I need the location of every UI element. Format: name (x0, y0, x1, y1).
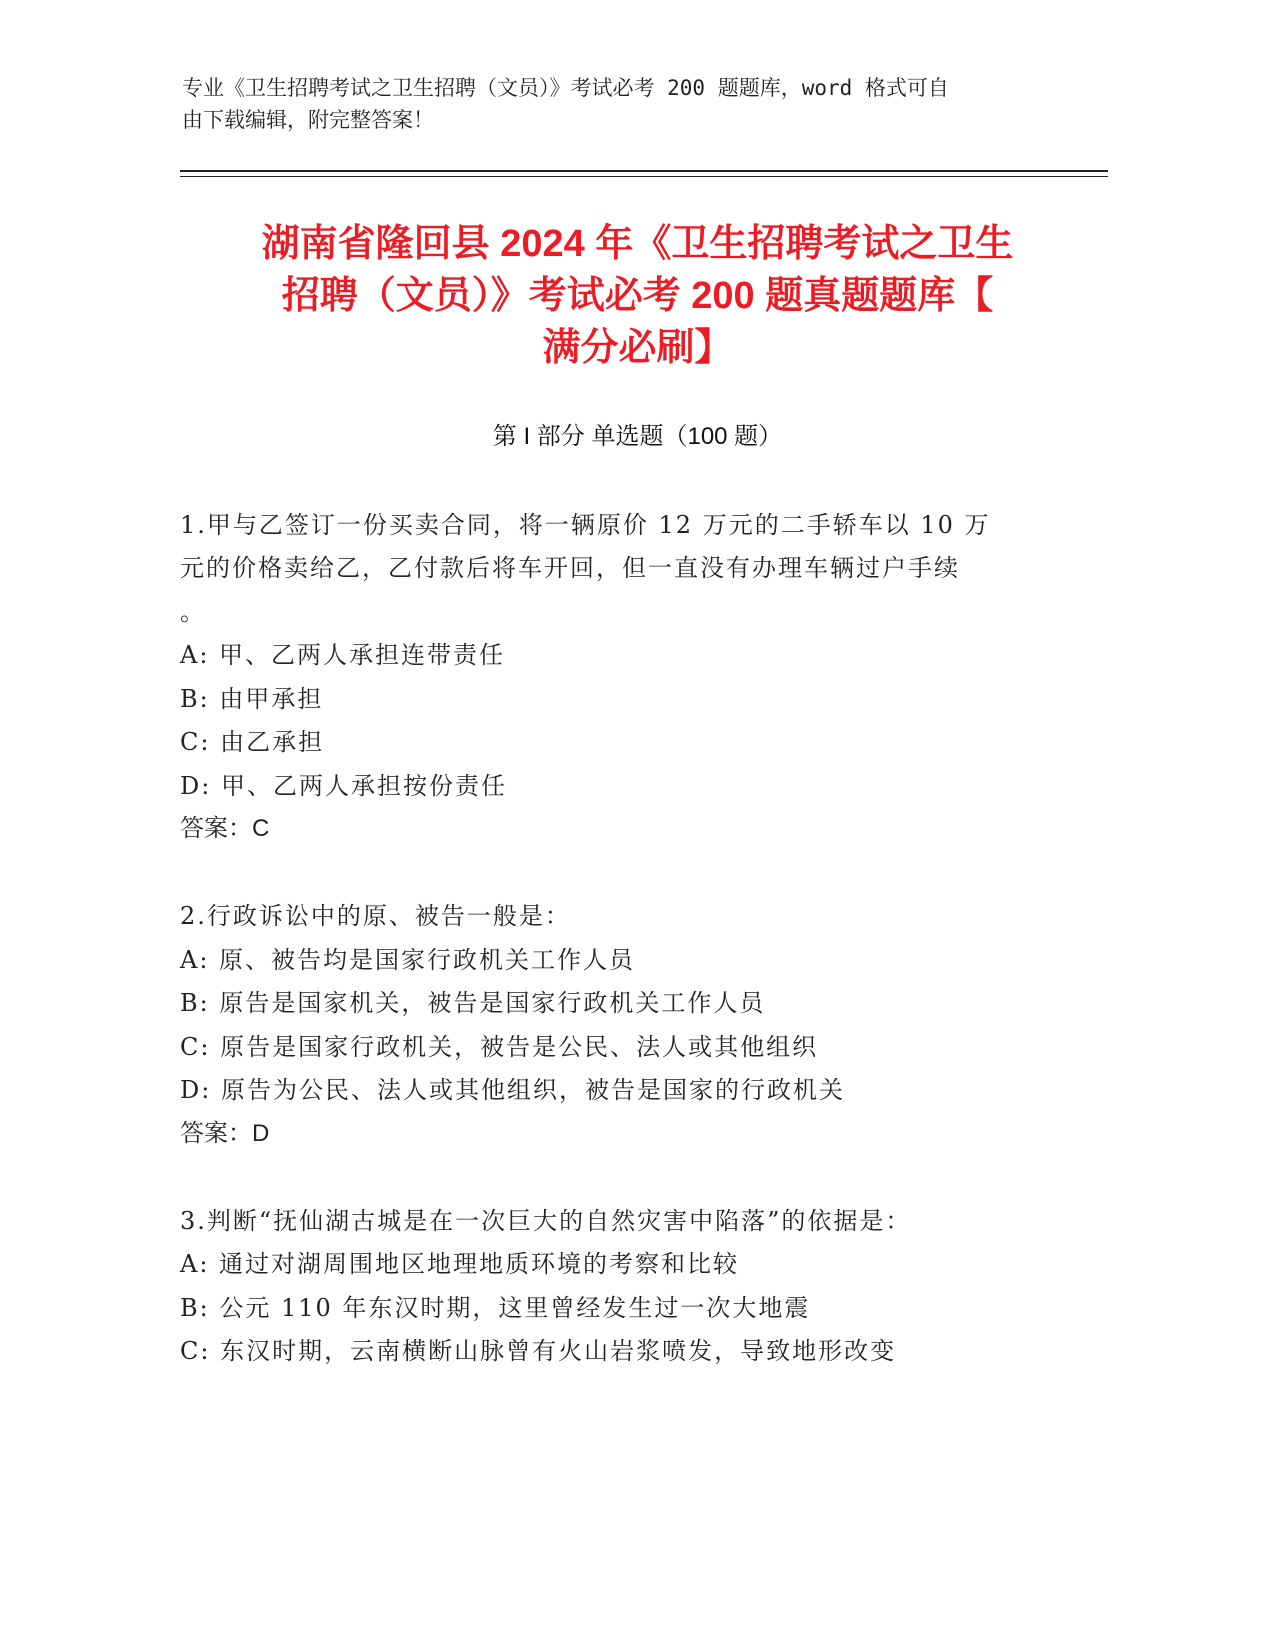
question-stem-line: 1.甲与乙签订一份买卖合同，将一辆原价 12 万元的二手轿车以 10 万 (180, 511, 991, 539)
option-a: A: 甲、乙两人承担连带责任 (180, 641, 506, 669)
header-note-line: 专业《卫生招聘考试之卫生招聘（文员）》考试必考 200 题题库，word 格式可自 (182, 76, 949, 100)
header-divider-thin (180, 176, 1108, 177)
header-note-line: 由下载编辑，附完整答案！ (182, 108, 434, 132)
option-d: D: 原告为公民、法人或其他组织，被告是国家的行政机关 (180, 1076, 845, 1104)
title-line: 湖南省隆回县 2024 年《卫生招聘考试之卫生 (261, 223, 1014, 265)
option-b: B: 由甲承担 (180, 685, 324, 713)
question-stem-line: 2.行政诉讼中的原、被告一般是： (180, 902, 571, 930)
answer-line: 答案：D (180, 1120, 270, 1147)
header-divider-thick (180, 170, 1108, 172)
question-stem-line: 3.判断“抚仙湖古城是在一次巨大的自然灾害中陷落”的依据是： (180, 1207, 912, 1235)
title-line: 满分必刷】 (542, 327, 733, 369)
header-note (182, 72, 1042, 136)
option-d: D: 甲、乙两人承担按份责任 (180, 772, 507, 800)
option-a: A: 通过对湖周围地区地理地质环境的考察和比较 (180, 1250, 740, 1278)
title-line: 招聘（文员）》考试必考 200 题真题题库【 (281, 275, 994, 317)
option-b: B: 公元 110 年东汉时期，这里曾经发生过一次大地震 (180, 1294, 811, 1322)
option-c: C: 原告是国家行政机关，被告是公民、法人或其他组织 (180, 1033, 819, 1061)
option-a: A: 原、被告均是国家行政机关工作人员 (180, 946, 636, 974)
answer-line: 答案：C (180, 815, 270, 842)
option-c: C: 由乙承担 (180, 728, 325, 756)
question-stem-line: 。 (180, 598, 206, 626)
question-stem-line: 元的价格卖给乙，乙付款后将车开回，但一直没有办理车辆过户手续 (180, 554, 960, 582)
section-heading: 第 I 部分 单选题（100 题） (492, 423, 783, 450)
document-title (150, 218, 1125, 374)
option-b: B: 原告是国家机关，被告是国家行政机关工作人员 (180, 989, 766, 1017)
option-c: C: 东汉时期，云南横断山脉曾有火山岩浆喷发，导致地形改变 (180, 1337, 897, 1365)
